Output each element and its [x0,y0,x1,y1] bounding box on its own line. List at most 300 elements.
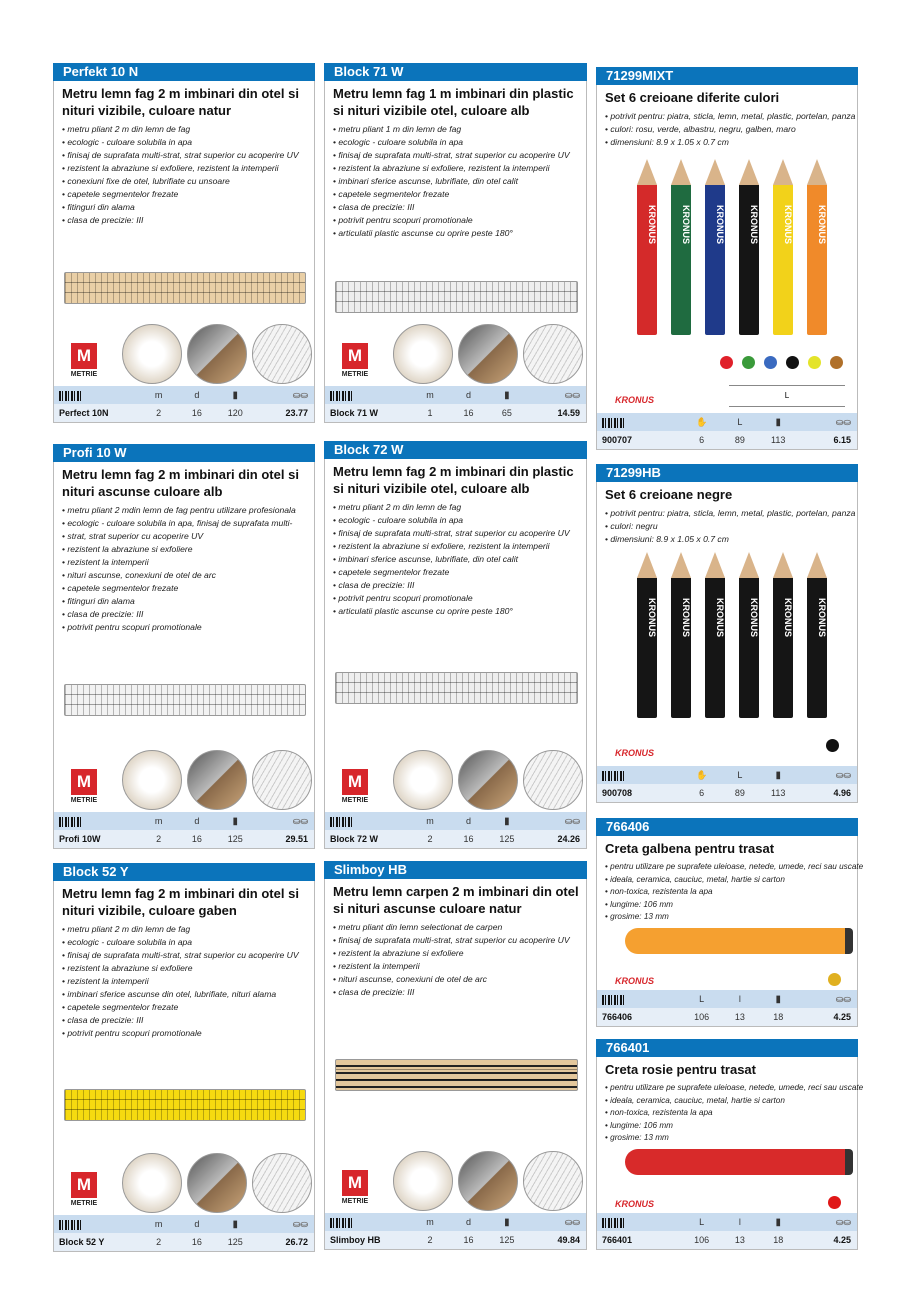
spec-value: 89 [734,788,745,798]
spec-header-cell [682,990,720,1008]
detail-images [333,322,582,384]
coins-icon: ⛀⛀ [835,1217,852,1227]
feature-item: • ideala, ceramica, cauciuc, metal, hartie si carton [605,1095,853,1108]
spec-value: 89 [734,435,745,445]
pencil-tip [637,552,657,578]
coins-icon: ⛀⛀ [564,816,581,826]
feature-item: • metru pliant 1 m din lemn de fag [333,123,582,136]
feature-item: • rezistent la abraziune si exfoliere, rezistent la intemperii [333,162,582,175]
barcode-icon [330,817,352,827]
spec-value: 13 [734,1012,745,1022]
color-swatch [786,356,799,369]
spec-value: 65 [501,408,512,418]
feature-list [333,501,582,618]
pencil-tip [671,552,691,578]
product-image [62,1040,310,1215]
spec-table-row [325,404,586,422]
product-image [333,999,582,1213]
feature-item: • potrivit pentru scopuri promotionale [333,214,582,227]
product-image [605,1145,853,1214]
metrie-logo [339,343,371,378]
feature-item: • potrivit pentru scopuri promotionale [333,592,582,605]
spec-header-label: d [194,816,200,826]
coins-icon: ⛀⛀ [564,1217,581,1227]
product-title: Set 6 creioane negre [605,487,733,502]
metrie-logo [68,343,100,378]
feature-item: • strat, strat superior cu acoperire UV [62,530,310,543]
metrie-logo [68,1172,100,1207]
spec-value: 106 [694,1012,710,1022]
feature-list [605,507,856,546]
spec-value: 113 [771,435,786,445]
spec-header-label: d [465,390,471,400]
kronus-logo: KRONUS [615,748,655,758]
kronus-logo: KRONUS [615,976,655,986]
pencil-image [671,185,691,335]
pencil-brand-label: KRONUS [749,205,759,245]
metrie-logo [339,769,371,804]
feature-item: • rezistent la abraziune si exfoliere, rezistent la intemperii [333,540,582,553]
color-swatch [808,356,821,369]
feature-item: • conexiuni fixe de otel, lubrifiate cu unsoare [62,175,310,188]
feature-item: • metru pliant din lemn selectionat de carpen [333,921,582,934]
feature-item: • rezistent la abraziune si exfoliere [62,543,310,556]
spec-header-cell [178,812,216,830]
pencil-tip [807,552,827,578]
feature-item: • dimensiuni: 8.9 x 1.05 x 0.7 cm [605,136,853,149]
pencil-tip [671,159,691,185]
spec-header-cell [721,990,759,1008]
product-code: Block 71 W [324,63,587,81]
spec-value: 125 [227,1237,243,1247]
feature-item: • imbinari sferice ascunse, lubrifiate, din otel calit [333,175,582,188]
brand-name: METRIE [70,371,98,378]
feature-item: • clasa de precizie: III [62,1014,310,1027]
weight-icon: ▮ [232,815,238,827]
wood-edge-detail-image [458,324,518,384]
detail-images [333,1149,582,1211]
spec-table-row [597,1231,857,1249]
product-title: Set 6 creioane diferite culori [605,90,780,105]
spec-header-cell [721,1213,759,1231]
feature-item: • articulatii plastic ascunse cu oprire peste 180° [333,605,582,618]
product-card [324,861,587,1250]
feature-item: • imbinari sferice ascunse din otel, lubrifiate, nituri alama [62,988,310,1001]
barcode-icon [602,1218,624,1228]
product-card [53,863,315,1252]
feature-list [605,1082,864,1145]
spec-header-cell [597,990,682,1008]
feature-item: • fitinguri din alama [62,201,310,214]
spec-table [325,812,586,848]
spec-value: 120 [227,408,243,418]
spec-header-cell [139,386,177,404]
spec-table-header [597,413,857,431]
product-title: Metru lemn fag 2 m imbinari din otel si nituri vizibile, culoare natur [62,86,299,118]
spec-table-header [597,1213,857,1231]
spec-header-cell [759,990,797,1009]
product-body [597,836,864,990]
product-image [333,618,582,812]
spec-header-cell [216,812,254,831]
coins-icon: ⛀⛀ [564,390,581,400]
spec-value: 18 [773,1235,784,1245]
feature-item: • capetele segmentelor frezate [62,188,310,201]
folding-ruler-image [64,1089,306,1121]
barcode-icon [602,771,624,781]
folding-ruler-image [64,684,306,716]
pencil-brand-label: KRONUS [817,205,827,245]
spec-header-cell [759,1213,797,1232]
spec-header-cell [721,766,759,784]
feature-list [333,921,582,999]
brand-name: METRIE [341,1198,369,1205]
barcode-icon [59,391,81,401]
spec-header-label: L [699,994,705,1004]
spec-header-label: m [426,1217,434,1227]
spec-table-header [597,990,857,1008]
feature-item: • clasa de precizie: III [333,579,582,592]
article-code: Profi 10W [59,834,101,844]
spec-header-cell [797,413,857,431]
spec-header-cell [216,386,254,405]
feature-item: • dimensiuni: 8.9 x 1.05 x 0.7 cm [605,533,853,546]
feature-item: • pentru utilizare pe suprafete uleioase, netede, umede, reci sau uscate [605,1082,853,1095]
pencil-image [637,185,657,335]
spec-value: 106 [694,1235,710,1245]
kronus-logo: KRONUS [615,395,655,405]
feature-item: • clasa de precizie: III [62,608,310,621]
spec-header-cell [797,1213,857,1231]
feature-item: • non-toxica, rezistenta la apa [605,886,853,899]
coins-icon: ⛀⛀ [292,390,309,400]
barcode-icon [59,817,81,827]
product-title: Metru lemn fag 1 m imbinari din plastic si nituri vizibile otel, culoare alb [333,86,574,118]
joint-detail-image [393,1151,453,1211]
color-swatch [742,356,755,369]
detail-images [62,322,310,384]
spec-table-header [325,812,586,830]
pencil-image [637,578,657,718]
feature-list [62,923,310,1040]
metrie-logo-mark: M [342,343,368,369]
hand-icon: ✋ [696,417,708,427]
folding-ruler-image [335,672,578,704]
dimension-diagram [729,385,845,407]
coins-icon: ⛀⛀ [835,770,852,780]
article-code: Block 71 W [330,408,379,418]
product-card [596,818,864,1027]
joint-detail-image [122,1153,182,1213]
product-image [62,227,310,386]
price: 29.51 [285,834,309,844]
weight-icon: ▮ [232,1218,238,1230]
spec-value: 18 [773,1012,784,1022]
pencil-tip [773,159,793,185]
spec-table [54,1215,314,1251]
feature-item: • capetele segmentelor frezate [62,582,310,595]
spec-header-label: d [194,390,200,400]
product-card [53,63,315,423]
kronus-logo: KRONUS [615,1199,655,1209]
spec-header-cell [178,386,216,404]
pencil-image [739,578,759,718]
pencil-brand-label: KRONUS [647,205,657,245]
price: 6.15 [833,435,852,445]
detail-images [62,748,310,810]
pencil-brand-label: KRONUS [681,598,691,638]
spec-value: 125 [499,1235,515,1245]
spec-value: 16 [463,834,474,844]
price: 23.77 [285,408,309,418]
price: 4.96 [833,788,852,798]
pencil-brand-label: KRONUS [715,205,725,245]
spec-header-cell [411,812,449,830]
spec-header-label: m [154,816,163,826]
spec-value: 2 [427,1235,433,1245]
color-swatch [828,973,841,986]
spec-header-cell [488,1213,526,1232]
color-swatch [830,356,843,369]
feature-item: • potrivit pentru: piatra, sticla, lemn, metal, plastic, portelan, panza [605,507,853,520]
pencil-tip [705,159,725,185]
spec-header-cell [54,812,139,830]
spec-value: 125 [499,834,515,844]
spec-table-row [325,830,586,848]
spec-header-cell [449,812,487,830]
product-image [605,546,853,766]
product-card [596,1039,864,1250]
feature-item: • articulatii plastic ascunse cu oprire peste 180° [333,227,582,240]
brand-name: METRIE [341,797,369,804]
spec-value: 6 [699,788,705,798]
pencil-image [807,185,827,335]
spec-header-cell [254,1215,314,1233]
spec-table-row [597,431,857,449]
feature-item: • pentru utilizare pe suprafete uleioase, netede, umede, reci sau uscate [605,861,853,874]
spec-value: 125 [227,834,243,844]
spec-value: 2 [156,834,162,844]
scale-detail-image [252,750,312,810]
pencil-image [773,185,793,335]
spec-header-label: d [465,816,471,826]
product-code: 766401 [596,1039,858,1057]
feature-item: • clasa de precizie: III [62,214,310,227]
spec-value: 16 [463,1235,474,1245]
feature-item: • capetele segmentelor frezate [62,1001,310,1014]
coins-icon: ⛀⛀ [835,417,852,427]
detail-images [62,1151,310,1213]
weight-icon: ▮ [504,389,510,401]
feature-item: • grosime: 13 mm [605,1132,853,1145]
weight-icon: ▮ [504,815,510,827]
pencil-image [773,578,793,718]
product-code: 766406 [596,818,858,836]
pencil-brand-label: KRONUS [749,598,759,638]
wood-edge-detail-image [458,750,518,810]
feature-item: • finisaj de suprafata multi-strat, strat superior cu acoperire UV [62,949,310,962]
spec-header-cell [797,766,857,784]
spec-header-label: L [699,1217,705,1227]
color-swatch [828,1196,841,1209]
product-card [596,464,858,803]
hand-icon: ✋ [696,770,708,780]
feature-item: • fitinguri din alama [62,595,310,608]
pencil-tip [773,552,793,578]
barcode-icon [602,418,624,428]
article-code: 766406 [602,1012,633,1022]
article-code: 900708 [602,788,633,798]
spec-value: 2 [156,1237,162,1247]
product-title: Metru lemn carpen 2 m imbinari din otel si nituri ascunse culoare natur [333,884,579,916]
brand-name: METRIE [341,371,369,378]
spec-header-cell [449,1213,487,1231]
product-body [325,81,586,386]
detail-images [333,748,582,810]
spec-header-cell [254,812,314,830]
spec-table [325,1213,586,1249]
spec-header-cell [682,1213,720,1231]
pencil-brand-label: KRONUS [817,598,827,638]
article-code: Block 52 Y [59,1237,105,1247]
spec-header-cell [54,1215,139,1233]
scale-detail-image [252,1153,312,1213]
spec-table-header [54,1215,314,1233]
spec-table [597,766,857,802]
metrie-logo [339,1170,371,1205]
spec-table-header [325,1213,586,1231]
spec-header-cell [411,386,449,404]
feature-item: • culori: negru [605,520,853,533]
product-code: 71299MIXT [596,67,858,85]
feature-list [333,123,582,240]
spec-header-cell [759,413,797,432]
spec-value: 13 [734,1235,745,1245]
brand-name: METRIE [70,1200,98,1207]
spec-value: 113 [771,788,786,798]
chalk-image [625,1149,853,1175]
coins-icon: ⛀⛀ [835,994,852,1004]
spec-table-row [325,1231,586,1249]
product-card [53,444,315,849]
spec-header-cell [597,766,682,784]
feature-item: • capetele segmentelor frezate [333,566,582,579]
weight-icon: ▮ [775,1216,781,1228]
price: 26.72 [285,1237,309,1247]
spec-header-cell [488,386,526,405]
metrie-logo-mark: M [342,769,368,795]
metrie-logo [68,769,100,804]
price: 4.25 [833,1012,852,1022]
feature-item: • rezistent la abraziune si exfoliere [62,962,310,975]
pencil-tip [705,552,725,578]
product-title: Creta galbena pentru trasat [605,841,775,856]
wood-edge-detail-image [187,1153,247,1213]
spec-header-label: m [154,1219,163,1229]
weight-icon: ▮ [775,416,781,428]
spec-header-cell [325,812,411,830]
product-image [62,634,310,812]
feature-item: • rezistent la intemperii [62,975,310,988]
spec-header-label: L [737,770,743,780]
spec-header-cell [682,766,720,784]
feature-item: • ecologic - culoare solubila in apa [333,136,582,149]
spec-table [597,1213,857,1249]
spec-value: 16 [191,834,202,844]
feature-item: • metru pliant 2 m din lemn de fag [62,123,310,136]
spec-table-header [597,766,857,784]
barcode-icon [330,1218,352,1228]
weight-icon: ▮ [504,1216,510,1228]
spec-table-header [325,386,586,404]
spec-header-cell [682,413,720,431]
spec-header-cell [526,812,586,830]
product-title: Metru lemn fag 2 m imbinari din otel si nituri vizibile, culoare gaben [62,886,299,918]
feature-item: • finisaj de suprafata multi-strat, strat superior cu acoperire UV [333,149,582,162]
spec-table [325,386,586,422]
pencil-brand-label: KRONUS [783,598,793,638]
spec-header-cell [759,766,797,785]
product-body [54,881,314,1215]
article-code: 766401 [602,1235,633,1245]
feature-list [605,861,864,924]
article-code: Block 72 W [330,834,379,844]
pencil-image [705,578,725,718]
feature-list [62,504,310,634]
product-card [596,67,858,450]
spec-header-cell [411,1213,449,1231]
article-code: Perfect 10N [59,408,109,418]
pencil-brand-label: KRONUS [783,205,793,245]
pencil-image [705,185,725,335]
feature-item: • metru pliant 2 mdin lemn de fag pentru utilizare profesionala [62,504,310,517]
coins-icon: ⛀⛀ [292,1219,309,1229]
product-image [605,924,853,991]
metrie-logo-mark: M [342,1170,368,1196]
spec-header-cell [526,386,586,404]
product-code: Block 72 W [324,441,587,459]
feature-item: • finisaj de suprafata multi-strat, strat superior cu acoperire UV [333,934,582,947]
product-card [324,63,587,423]
feature-item: • metru pliant 2 m din lemn de fag [62,923,310,936]
barcode-icon [330,391,352,401]
spec-header-cell [139,1215,177,1233]
spec-header-cell [254,386,314,404]
product-image [333,240,582,386]
pencil-tip [807,159,827,185]
spec-table [597,990,857,1026]
pencil-image [671,578,691,718]
price: 49.84 [557,1235,581,1245]
scale-detail-image [523,750,583,810]
feature-item: • culori: rosu, verde, albastru, negru, galben, maro [605,123,853,136]
spec-header-label: l [738,1217,741,1227]
feature-item: • clasa de precizie: III [333,986,582,999]
spec-header-cell [178,1215,216,1233]
product-title: Metru lemn fag 2 m imbinari din plastic si nituri vizibile otel, culoare alb [333,464,574,496]
spec-value: 16 [191,1237,202,1247]
spec-header-label: d [194,1219,200,1229]
feature-item: • capetele segmentelor frezate [333,188,582,201]
feature-item: • ecologic - culoare solubila in apa [62,936,310,949]
price: 4.25 [833,1235,852,1245]
joint-detail-image [393,750,453,810]
scale-detail-image [523,1151,583,1211]
product-code: 71299HB [596,464,858,482]
folding-ruler-image [335,281,578,313]
spec-table [54,812,314,848]
article-code: 900707 [602,435,633,445]
